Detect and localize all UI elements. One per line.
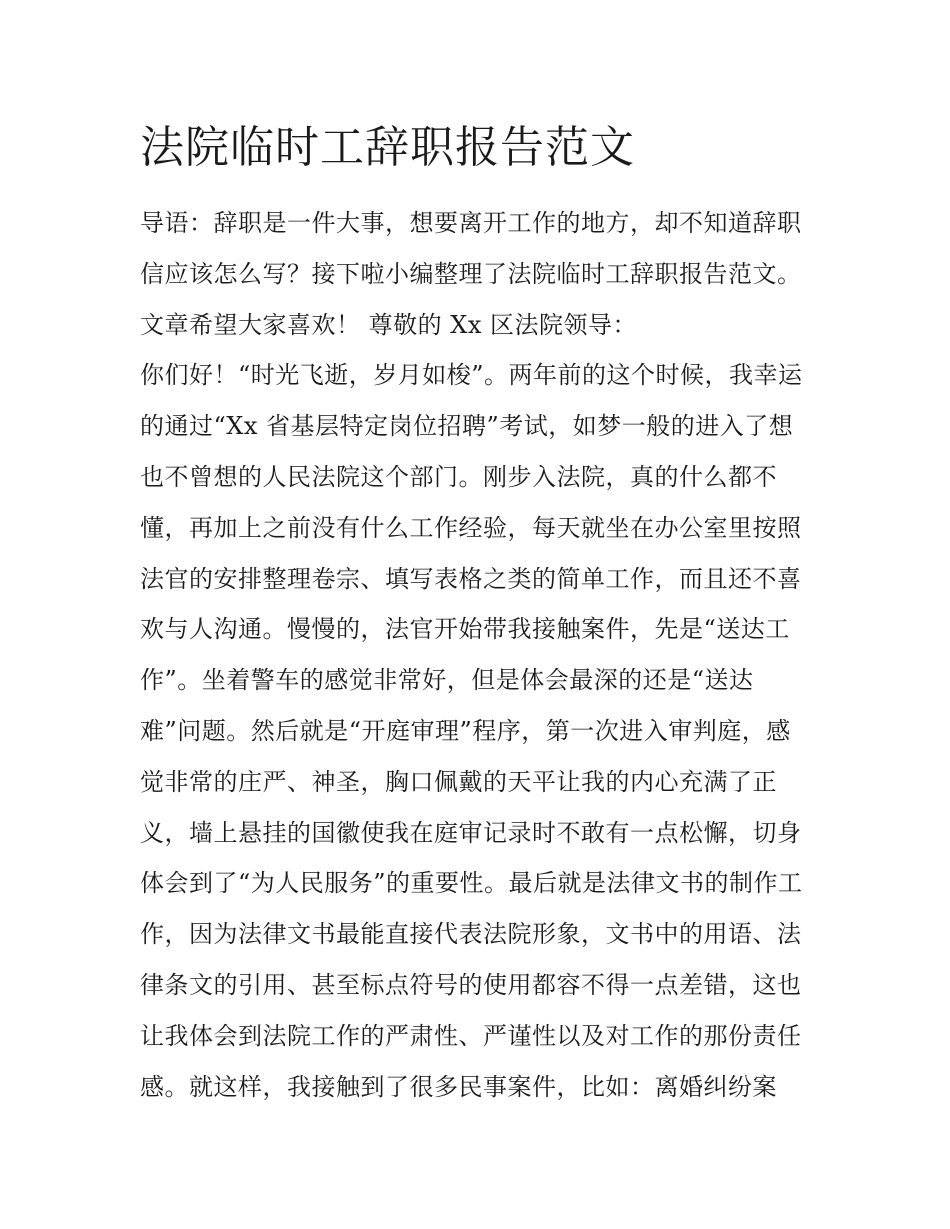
body-line-2: 信应该怎么写？接下啦小编整理了法院临时工辞职报告范文。 bbox=[140, 259, 802, 288]
document-title: 法院临时工辞职报告范文 bbox=[140, 122, 635, 173]
body-line-9: 欢与人沟通。慢慢的，法官开始带我接触案件，先是“送达工 bbox=[140, 615, 790, 644]
body-line-7: 懂，再加上之前没有什么工作经验，每天就坐在办公室里按照 bbox=[140, 513, 802, 542]
body-line-8: 法官的安排整理卷宗、填写表格之类的简单工作，而且还不喜 bbox=[140, 564, 802, 593]
body-line-13: 义，墙上悬挂的国徽使我在庭审记录时不敢有一点松懈，切身 bbox=[140, 818, 802, 847]
body-line-1: 导语：辞职是一件大事，想要离开工作的地方，却不知道辞职 bbox=[140, 209, 802, 237]
body-line-14: 体会到了“为人民服务”的重要性。最后就是法律文书的制作工 bbox=[140, 869, 803, 898]
body-line-3: 文章希望大家喜欢！ 尊敬的 Xx 区法院领导： bbox=[140, 310, 638, 339]
body-line-15: 作，因为法律文书最能直接代表法院形象，文书中的用语、法 bbox=[140, 920, 802, 949]
body-line-10: 作”。坐着警车的感觉非常好，但是体会最深的还是“送达 bbox=[140, 666, 754, 695]
body-line-16: 律条文的引用、甚至标点符号的使用都容不得一点差错，这也 bbox=[140, 970, 802, 999]
body-line-11: 难”问题。然后就是“开庭审理”程序，第一次进入审判庭，感 bbox=[140, 716, 791, 745]
body-line-18: 感。就这样，我接触到了很多民事案件，比如：离婚纠纷案 bbox=[140, 1072, 777, 1101]
body-line-6: 也不曾想的人民法院这个部门。刚步入法院，真的什么都不 bbox=[140, 462, 777, 491]
body-line-12: 觉非常的庄严、神圣，胸口佩戴的天平让我的内心充满了正 bbox=[140, 767, 777, 796]
body-line-17: 让我体会到法院工作的严肃性、严谨性以及对工作的那份责任 bbox=[140, 1021, 802, 1050]
body-line-4: 你们好！“时光飞逝，岁月如梭”。两年前的这个时候，我幸运 bbox=[140, 361, 803, 390]
document-body bbox=[140, 198, 830, 1112]
body-line-5: 的通过“Xx 省基层特定岗位招聘”考试，如梦一般的进入了想 bbox=[140, 412, 794, 441]
